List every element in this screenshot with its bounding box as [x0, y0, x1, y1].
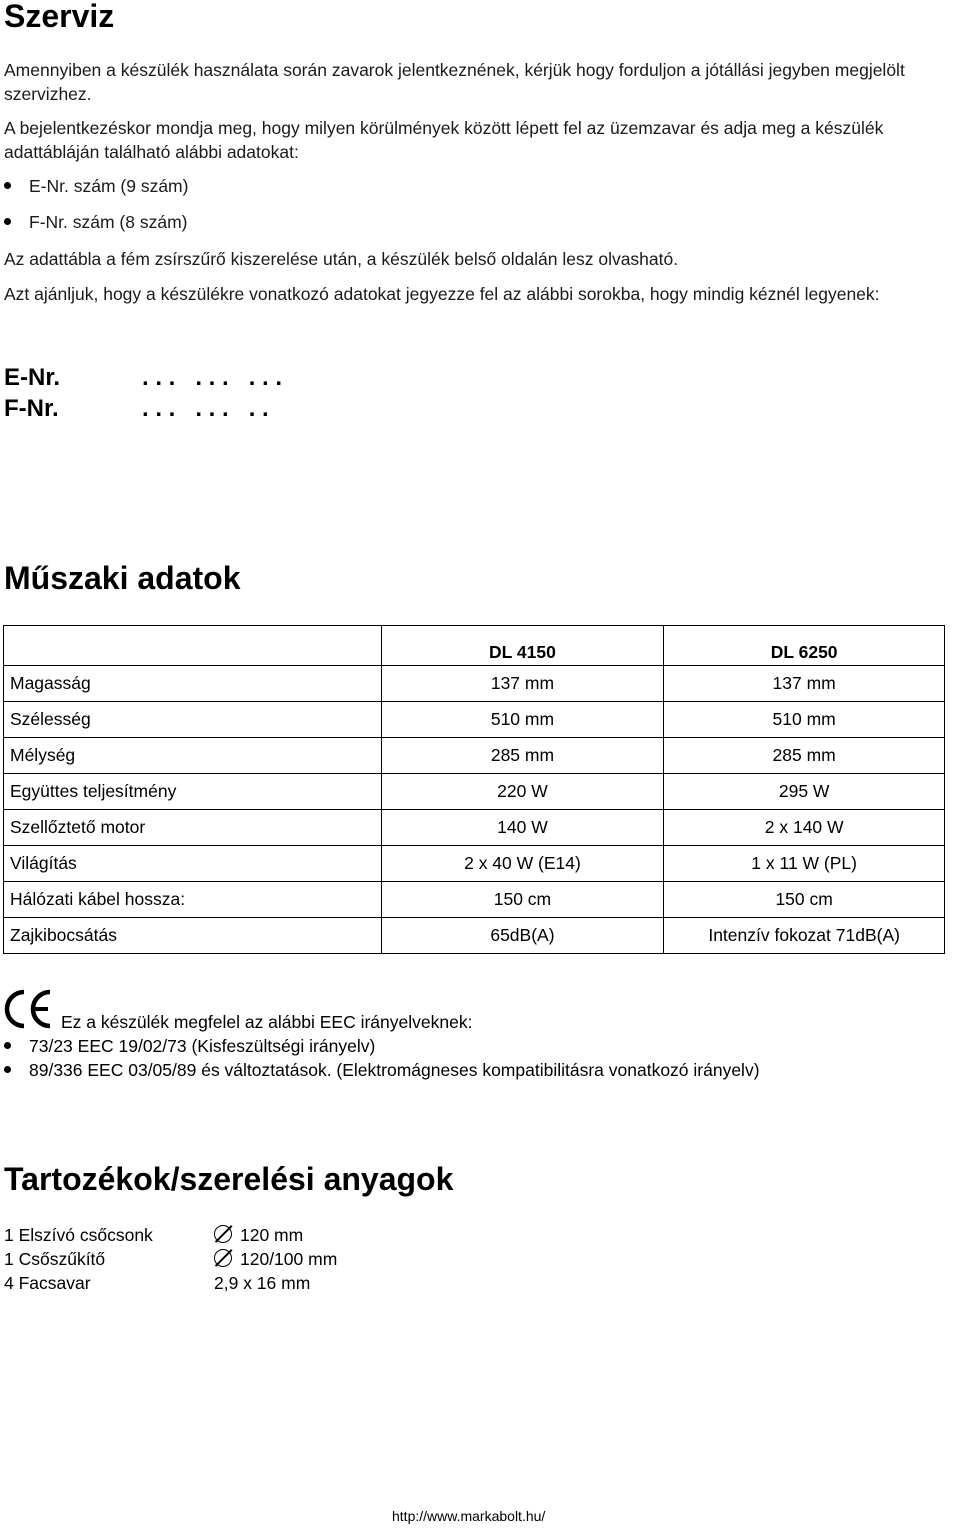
list-item-text: 89/336 EEC 03/05/89 és változtatások. (Elektromágneses kompatibilitásra vonatkozó irányelv) — [29, 1060, 760, 1080]
ce-intro: Ez a készülék megfelel az alábbi EEC irányelveknek: — [61, 1012, 473, 1032]
service-para-4: Azt ajánljuk, hogy a készülékre vonatkozó adatokat jegyezze fel az alábbi sorokba, hogy mindig kéznél legyenek: — [4, 284, 880, 304]
accessory-row — [4, 1273, 311, 1294]
accessory-row — [4, 1249, 338, 1270]
service-title: Szerviz — [4, 0, 115, 34]
cell-dl6250: Intenzív fokozat 71dB(A) — [664, 918, 945, 954]
bullet-item — [4, 212, 187, 233]
enr-line — [4, 364, 283, 392]
enr-label: E-Nr. — [4, 364, 61, 391]
cell-dl4150: 137 mm — [381, 666, 664, 702]
cell-dl6250: 510 mm — [664, 702, 945, 738]
table-row — [4, 846, 945, 882]
bullet-icon — [4, 218, 11, 225]
accessory-name: 4 Facsavar — [4, 1273, 91, 1293]
enr-dots: . . . . . . . . . — [142, 364, 283, 391]
accessory-value-wrap — [214, 1225, 303, 1246]
bullet-icon — [4, 1066, 11, 1073]
cell-dl6250: 1 x 11 W (PL) — [664, 846, 945, 882]
accessory-value-wrap — [214, 1249, 337, 1270]
specs-title: Műszaki adatok — [4, 560, 241, 596]
row-label: Szélesség — [4, 702, 382, 738]
column-header: DL 6250 — [664, 626, 945, 666]
accessory-name: 1 Elszívó csőcsonk — [4, 1225, 153, 1245]
cell-dl6250: 285 mm — [664, 738, 945, 774]
column-header — [4, 626, 382, 666]
cell-dl6250: 295 W — [664, 774, 945, 810]
bullet-icon — [4, 1042, 11, 1049]
bullet-icon — [4, 182, 11, 189]
row-label: Zajkibocsátás — [4, 918, 382, 954]
table-row — [4, 810, 945, 846]
row-label: Együttes teljesítmény — [4, 774, 382, 810]
row-label: Szellőztető motor — [4, 810, 382, 846]
cell-dl4150: 140 W — [381, 810, 664, 846]
table-row — [4, 882, 945, 918]
row-label: Hálózati kábel hossza: — [4, 882, 382, 918]
accessory-value: 120 mm — [240, 1225, 304, 1245]
service-para-3: Az adattábla a fém zsírszűrő kiszerelése után, a készülék belső oldalán lesz olvasható. — [4, 249, 679, 269]
table-row — [4, 702, 945, 738]
ce-mark-icon — [4, 988, 54, 1030]
list-item — [4, 1060, 760, 1081]
cell-dl4150: 285 mm — [381, 738, 664, 774]
accessory-value: 120/100 mm — [240, 1249, 338, 1269]
cell-dl4150: 510 mm — [381, 702, 664, 738]
cell-dl4150: 220 W — [381, 774, 664, 810]
table-row — [4, 666, 945, 702]
accessory-row — [4, 1225, 304, 1246]
table-row — [4, 738, 945, 774]
column-header: DL 4150 — [381, 626, 664, 666]
fnr-label: F-Nr. — [4, 395, 59, 422]
table-row — [4, 774, 945, 810]
row-label: Világítás — [4, 846, 382, 882]
diameter-icon — [214, 1249, 232, 1267]
fnr-line — [4, 395, 269, 423]
bullet-text: F-Nr. szám (8 szám) — [29, 212, 188, 232]
fnr-dots: . . . . . . . . — [142, 395, 269, 422]
cell-dl4150: 2 x 40 W (E14) — [381, 846, 664, 882]
cell-dl6250: 2 x 140 W — [664, 810, 945, 846]
table-row — [4, 918, 945, 954]
table-header-row — [4, 626, 945, 666]
specs-table — [3, 625, 945, 954]
list-item-text: 73/23 EEC 19/02/73 (Kisfeszültségi irányelv) — [29, 1036, 376, 1056]
cell-dl4150: 65dB(A) — [381, 918, 664, 954]
row-label: Mélység — [4, 738, 382, 774]
bullet-item — [4, 176, 188, 197]
footer-url: http://www.markabolt.hu/ — [392, 1508, 546, 1524]
accessories-title: Tartozékok/szerelési anyagok — [4, 1161, 454, 1197]
accessory-name: 1 Csőszűkítő — [4, 1249, 106, 1269]
bullet-text: E-Nr. szám (9 szám) — [29, 176, 189, 196]
row-label: Magasság — [4, 666, 382, 702]
service-para-1: Amennyiben a készülék használata során zavarok jelentkeznének, kérjük hogy forduljon a jótállási jegyben megjelölt szervizhez. — [4, 60, 905, 104]
accessory-value: 2,9 x 16 mm — [214, 1273, 311, 1293]
service-para-2: A bejelentkezéskor mondja meg, hogy milyen körülmények között lépett fel az üzemzavar és adja meg a készülék adattábláján található alábbi adatokat: — [4, 118, 884, 162]
diameter-icon — [214, 1225, 232, 1243]
cell-dl4150: 150 cm — [381, 882, 664, 918]
accessory-value-wrap — [214, 1273, 310, 1294]
cell-dl6250: 150 cm — [664, 882, 945, 918]
cell-dl6250: 137 mm — [664, 666, 945, 702]
list-item — [4, 1036, 375, 1057]
